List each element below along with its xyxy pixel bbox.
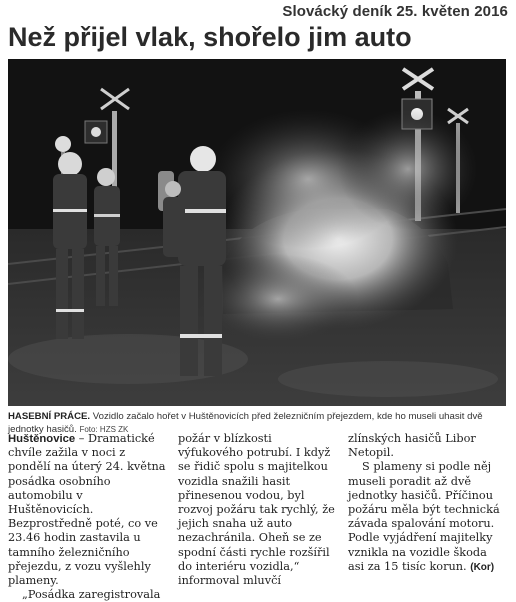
caption-lead: HASEBNÍ PRÁCE. [8, 411, 91, 422]
article-column-2 [178, 432, 336, 592]
fire-scene-photo [8, 59, 506, 406]
paragraph: požár v blízkosti výfukového potrubí. I když se řidič spolu s majitelkou vozidla snažili hasit přinesenou vodou, byl rozvoj požáru tak rychlý, že jejich snaha už auto nezachránila. Oheň se ze spodní části rychle rozšířil do interiéru vozidla,“ informoval mluvčí [178, 432, 335, 588]
article-column-3 [348, 432, 506, 592]
article-column-1 [8, 432, 166, 602]
masthead: Slovácký deník 25. květen 2016 [282, 3, 508, 20]
photo [8, 59, 506, 406]
paragraph: „Posádka zaregistrovala [22, 588, 161, 602]
caption-credit: Foto: HZS ZK [79, 425, 129, 434]
headline: Než přijel vlak, shořelo jim auto [8, 22, 412, 52]
caption-text: Vozidlo začalo hořet v Huštěnovicích před železničním přejezdem, kde ho museli uhasit dvě jednotky hasičů. [8, 411, 483, 435]
article-body [8, 432, 506, 602]
dateline-place: Huštěnovice [8, 433, 76, 445]
paragraph: – Dramatické chvíle zažila v noci z pondělí na úterý 24. května posádka osobního automobilu v Huštěnovicích. Bezprostředně poté, co ve 23.46 hodin zastavila u tamního železničního přejezdu, z vozu vyšlehly plameny. [8, 432, 166, 588]
paragraph: S plameny si podle něj museli poradit až dvě jednotky hasičů. Příčinou požáru měla být technická závada spalování motoru. Podle vyjádření majitelky vznikla na vozidle škoda asi za 15 tisíc korun. [348, 460, 500, 573]
paragraph: zlínských hasičů Libor Netopil. [348, 432, 476, 460]
author-signature: (Kor) [470, 561, 495, 573]
